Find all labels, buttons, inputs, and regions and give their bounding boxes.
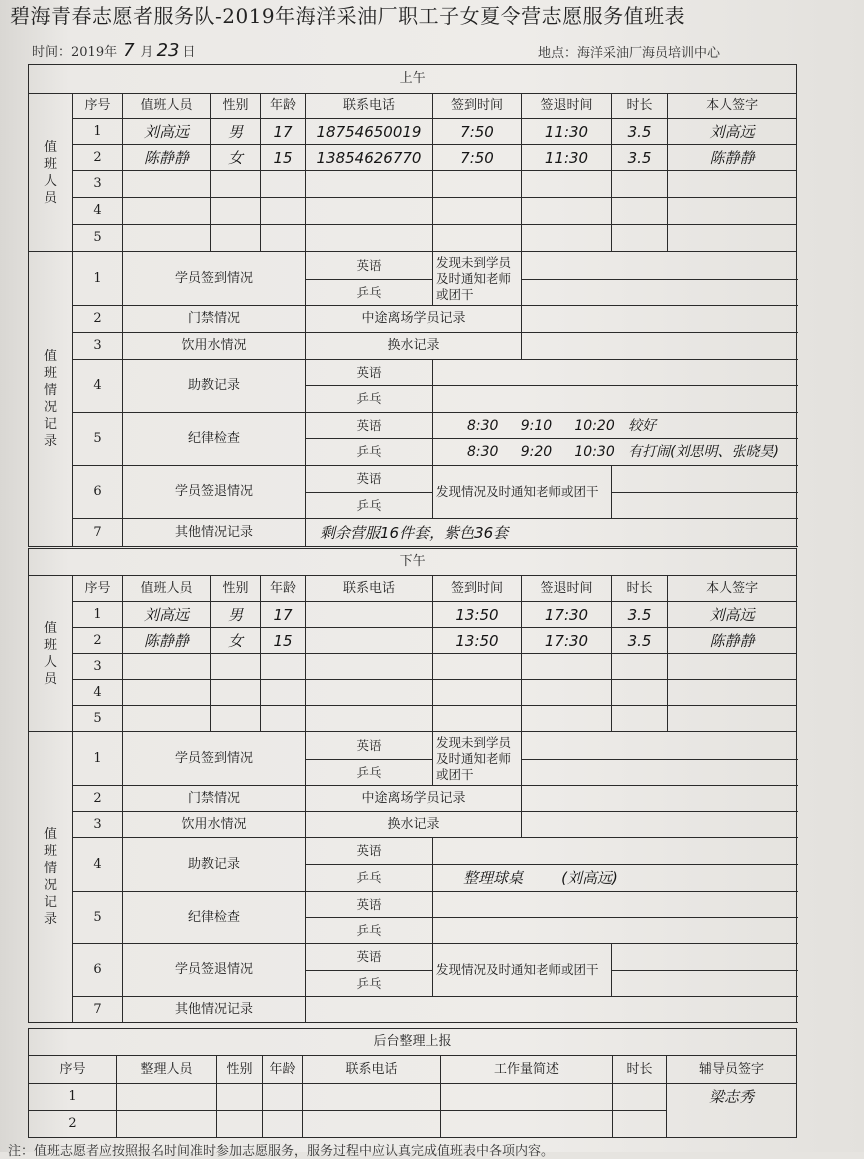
- signature-cell: 刘高远: [668, 119, 797, 145]
- col-sign-out: 签退时间: [522, 576, 612, 602]
- item-no: 6: [73, 466, 123, 519]
- other-note: 剩余营服16件套，紫色36套: [306, 519, 797, 547]
- sub-pingpong: 乒乓: [306, 280, 433, 306]
- hours-cell: 3.5: [612, 119, 668, 145]
- item-no: 3: [73, 333, 123, 360]
- item-no: 6: [73, 944, 123, 997]
- item-no: 1: [73, 732, 123, 786]
- col-hours: 时长: [612, 94, 668, 119]
- col-name: 值班人员: [123, 94, 211, 119]
- morning-header: 上午: [29, 65, 797, 94]
- footer-note: 注：值班志愿者应按照报名时间准时参加志愿服务，服务过程中应认真完成值班表中各项内容。: [8, 1144, 555, 1159]
- sign-in-cell: 7:50: [433, 145, 522, 171]
- signature-cell: 刘高远: [668, 602, 797, 628]
- col-counselor-signature: 辅导员签字: [667, 1056, 797, 1084]
- access-label: 门禁情况: [123, 786, 306, 812]
- water-note: 换水记录: [306, 812, 522, 838]
- row-no: 3: [73, 171, 123, 198]
- row-no: 5: [73, 225, 123, 252]
- water-label: 饮用水情况: [123, 333, 306, 360]
- sub-english: 英语: [306, 892, 433, 918]
- gender-cell: 男: [211, 602, 261, 628]
- backstage-table: [28, 1028, 797, 1138]
- sub-pingpong: 乒乓: [306, 865, 433, 892]
- row-no: 2: [29, 1111, 117, 1138]
- signature-cell: 陈静静: [668, 628, 797, 654]
- situation-label: 值 班 情 况 记 录: [29, 252, 73, 547]
- time-field: 时间：2019年 7 月 23 日: [32, 40, 196, 61]
- phone-cell: 18754650019: [306, 119, 433, 145]
- row-no: 1: [73, 119, 123, 145]
- sign-in-cell: 13:50: [433, 628, 522, 654]
- sub-english: 英语: [306, 413, 433, 439]
- checkin-label: 学员签到情况: [123, 732, 306, 786]
- col-sign-out: 签退时间: [522, 94, 612, 119]
- day-handwritten: 23: [156, 40, 180, 61]
- discipline-label: 纪律检查: [123, 892, 306, 944]
- discipline-pingpong-note: 8:30 9:20 10:30 有打闹(刘思明、张晓昊): [433, 439, 797, 466]
- sign-in-cell: 13:50: [433, 602, 522, 628]
- afternoon-table: [28, 548, 797, 1023]
- item-no: 4: [73, 360, 123, 413]
- age-cell: 15: [261, 628, 306, 654]
- month-handwritten: 7: [123, 40, 135, 61]
- sub-pingpong: 乒乓: [306, 760, 433, 786]
- table-row: [29, 225, 797, 252]
- sub-pingpong: 乒乓: [306, 918, 433, 944]
- hours-cell: 3.5: [612, 602, 668, 628]
- situation-label: 值 班 情 况 记 录: [29, 732, 73, 1023]
- table-row: [29, 1084, 797, 1111]
- checkin-note: 发现未到学员及时通知老师或团干: [433, 732, 522, 786]
- col-signature: 本人签字: [668, 576, 797, 602]
- col-signature: 本人签字: [668, 94, 797, 119]
- name-cell: 刘高远: [123, 119, 211, 145]
- item-no: 7: [73, 519, 123, 547]
- row-no: 4: [73, 680, 123, 706]
- col-no: 序号: [73, 94, 123, 119]
- gender-cell: 女: [211, 628, 261, 654]
- item-no: 5: [73, 892, 123, 944]
- sign-out-cell: 11:30: [522, 145, 612, 171]
- col-hours: 时长: [612, 576, 668, 602]
- access-note: 中途离场学员记录: [306, 786, 522, 812]
- col-gender: 性别: [211, 94, 261, 119]
- col-gender: 性别: [217, 1056, 263, 1084]
- sub-english: 英语: [306, 838, 433, 865]
- row-no: 1: [73, 602, 123, 628]
- name-cell: 陈静静: [123, 628, 211, 654]
- sign-out-cell: 17:30: [522, 602, 612, 628]
- sign-in-cell: 7:50: [433, 119, 522, 145]
- checkin-note: 发现未到学员及时通知老师或团干: [433, 252, 522, 306]
- duty-staff-label: 值 班 人 员: [29, 94, 73, 252]
- col-sign-in: 签到时间: [433, 576, 522, 602]
- item-no: 4: [73, 838, 123, 892]
- location-field: 地点：海洋采油厂海员培训中心: [538, 46, 721, 61]
- col-no: 序号: [73, 576, 123, 602]
- col-age: 年龄: [261, 576, 306, 602]
- sign-out-cell: 17:30: [522, 628, 612, 654]
- sub-pingpong: 乒乓: [306, 439, 433, 466]
- other-label: 其他情况记录: [123, 519, 306, 547]
- duty-staff-label: 值 班 人 员: [29, 576, 73, 732]
- checkout-label: 学员签退情况: [123, 944, 306, 997]
- col-sign-in: 签到时间: [433, 94, 522, 119]
- sub-english: 英语: [306, 360, 433, 386]
- checkout-note: 发现情况及时通知老师或团干: [433, 944, 612, 997]
- assist-pingpong-note: 整理球桌 (刘高远): [433, 865, 797, 892]
- sub-english: 英语: [306, 732, 433, 760]
- backstage-header: 后台整理上报: [29, 1029, 797, 1056]
- signature-cell: 陈静静: [668, 145, 797, 171]
- row-no: 3: [73, 654, 123, 680]
- discipline-english-note: 8:30 9:10 10:20 较好: [433, 413, 797, 439]
- item-no: 5: [73, 413, 123, 466]
- col-workload: 工作量简述: [441, 1056, 613, 1084]
- item-no: 2: [73, 786, 123, 812]
- name-cell: 陈静静: [123, 145, 211, 171]
- row-no: 1: [29, 1084, 117, 1111]
- age-cell: 15: [261, 145, 306, 171]
- counselor-signature-cell: 梁志秀: [667, 1084, 797, 1138]
- table-row: [29, 171, 797, 198]
- access-note: 中途离场学员记录: [306, 306, 522, 333]
- item-no: 3: [73, 812, 123, 838]
- table-row: [29, 119, 797, 145]
- table-row: [29, 145, 797, 171]
- item-no: 7: [73, 997, 123, 1023]
- afternoon-header: 下午: [29, 549, 797, 576]
- hours-cell: 3.5: [612, 628, 668, 654]
- col-age: 年龄: [261, 94, 306, 119]
- sub-pingpong: 乒乓: [306, 386, 433, 413]
- discipline-label: 纪律检查: [123, 413, 306, 466]
- item-no: 1: [73, 252, 123, 306]
- col-phone: 联系电话: [306, 576, 433, 602]
- checkin-label: 学员签到情况: [123, 252, 306, 306]
- document-title: 碧海青春志愿者服务队-2019年海洋采油厂职工子女夏令营志愿服务值班表: [10, 4, 686, 28]
- gender-cell: 女: [211, 145, 261, 171]
- water-note: 换水记录: [306, 333, 522, 360]
- table-row: [29, 654, 797, 680]
- age-cell: 17: [261, 602, 306, 628]
- col-hours: 时长: [613, 1056, 667, 1084]
- col-phone: 联系电话: [306, 94, 433, 119]
- row-no: 2: [73, 628, 123, 654]
- table-row: [29, 628, 797, 654]
- access-label: 门禁情况: [123, 306, 306, 333]
- col-organizer: 整理人员: [117, 1056, 217, 1084]
- duty-table: [28, 64, 797, 547]
- table-row: [29, 602, 797, 628]
- sub-pingpong: 乒乓: [306, 493, 433, 519]
- table-row: [29, 198, 797, 225]
- row-no: 2: [73, 145, 123, 171]
- row-no: 4: [73, 198, 123, 225]
- table-row: [29, 706, 797, 732]
- col-gender: 性别: [211, 576, 261, 602]
- assist-label: 助教记录: [123, 360, 306, 413]
- water-label: 饮用水情况: [123, 812, 306, 838]
- col-no: 序号: [29, 1056, 117, 1084]
- col-name: 值班人员: [123, 576, 211, 602]
- gender-cell: 男: [211, 119, 261, 145]
- col-age: 年龄: [263, 1056, 303, 1084]
- sub-english: 英语: [306, 252, 433, 280]
- checkout-label: 学员签退情况: [123, 466, 306, 519]
- row-no: 5: [73, 706, 123, 732]
- phone-cell: 13854626770: [306, 145, 433, 171]
- sub-english: 英语: [306, 944, 433, 971]
- hours-cell: 3.5: [612, 145, 668, 171]
- assist-label: 助教记录: [123, 838, 306, 892]
- sub-pingpong: 乒乓: [306, 971, 433, 997]
- other-label: 其他情况记录: [123, 997, 306, 1023]
- table-row: [29, 680, 797, 706]
- checkout-note: 发现情况及时通知老师或团干: [433, 466, 612, 519]
- name-cell: 刘高远: [123, 602, 211, 628]
- item-no: 2: [73, 306, 123, 333]
- col-phone: 联系电话: [303, 1056, 441, 1084]
- age-cell: 17: [261, 119, 306, 145]
- sub-english: 英语: [306, 466, 433, 493]
- sign-out-cell: 11:30: [522, 119, 612, 145]
